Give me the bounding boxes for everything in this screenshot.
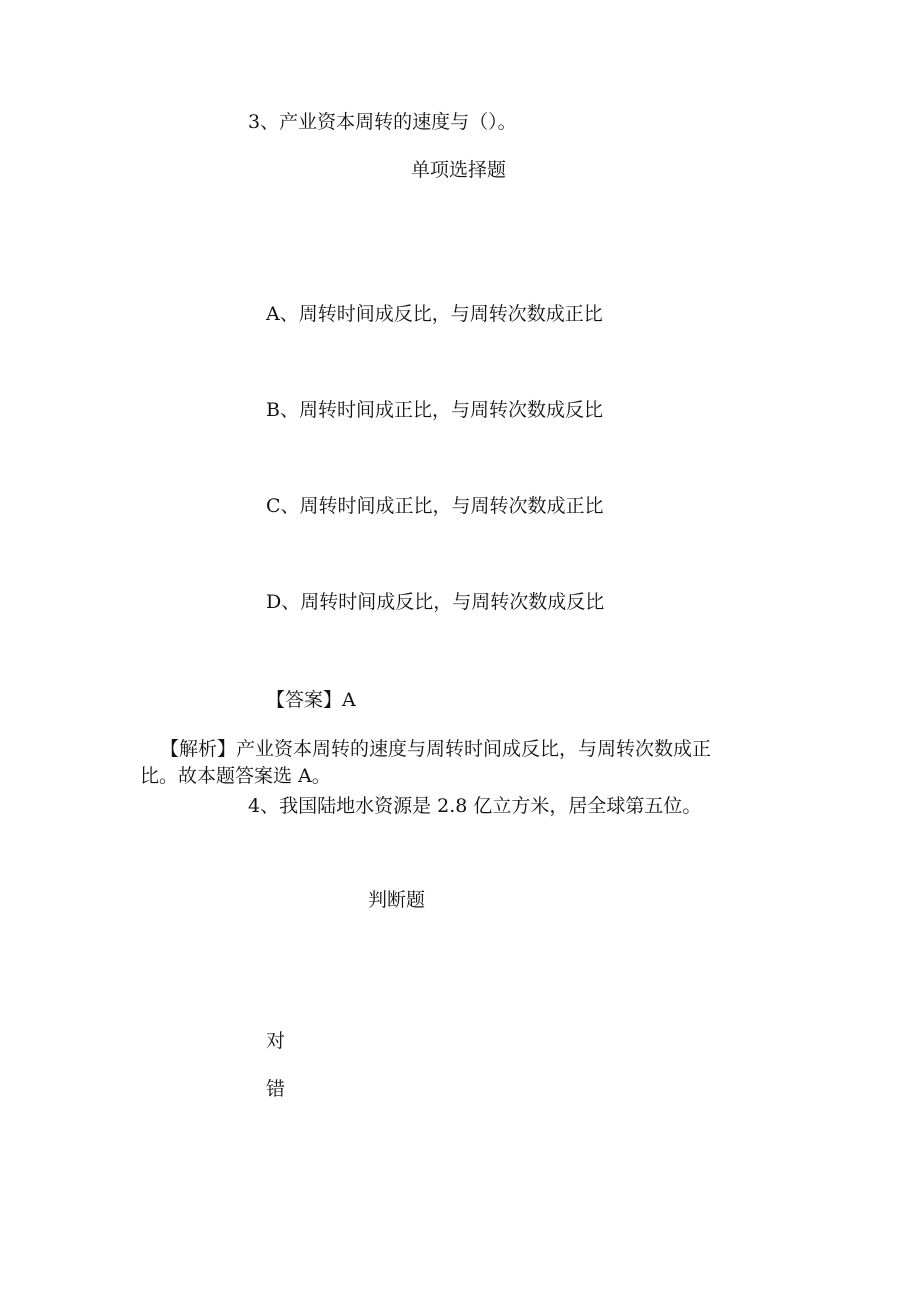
question-4-option-true: 对 xyxy=(266,1030,286,1052)
question-3-stem: 3、产业资本周转的速度与（）。 xyxy=(248,111,517,133)
question-4-type-label: 判断题 xyxy=(368,889,426,911)
question-3-explanation-line-1: 【解析】产业资本周转的速度与周转时间成反比，与周转次数成正 xyxy=(160,738,712,760)
question-3-option-c: C、周转时间成正比，与周转次数成正比 xyxy=(266,495,604,517)
question-3-type-label: 单项选择题 xyxy=(411,159,507,181)
question-4-option-false: 错 xyxy=(266,1078,286,1100)
question-3-answer: 【答案】A xyxy=(266,689,356,711)
question-3-explanation-line-2: 比。故本题答案选 A。 xyxy=(140,765,331,787)
question-3-option-b: B、周转时间成正比，与周转次数成反比 xyxy=(266,399,603,421)
question-3-option-d: D、周转时间成反比，与周转次数成反比 xyxy=(266,591,605,613)
question-4-stem: 4、我国陆地水资源是 2.8 亿立方米，居全球第五位。 xyxy=(248,795,702,817)
question-3-option-a: A、周转时间成反比，与周转次数成正比 xyxy=(266,303,603,325)
